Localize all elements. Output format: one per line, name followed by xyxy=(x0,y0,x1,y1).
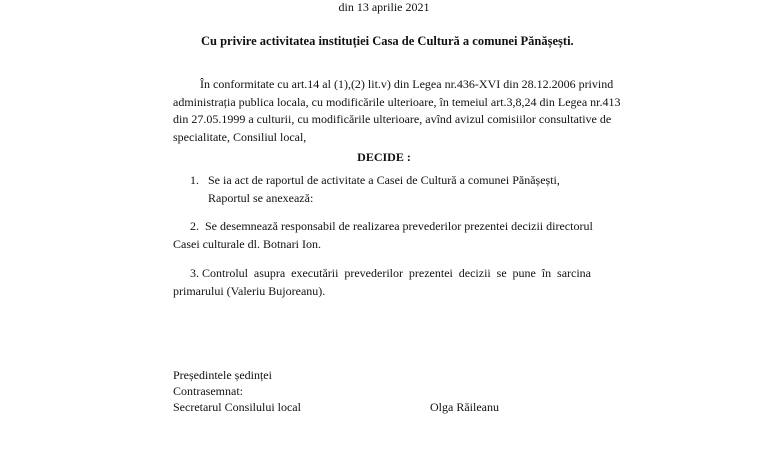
preamble-line: din 27.05.1999 a culturii, cu modificările ulterioare, avînd avizul comisiilor consultative de xyxy=(173,112,612,127)
preamble-paragraph xyxy=(173,76,621,146)
decision-item-line: Se ia act de raportul de activitate a Casei de Cultură a comunei Pănășești, xyxy=(208,173,560,187)
secretary-name: Olga Răileanu xyxy=(430,400,499,414)
decision-item-1 xyxy=(208,172,560,207)
decision-item-line: Casei culturale dl. Botnari Ion. xyxy=(173,236,321,251)
decision-item-3 xyxy=(173,265,591,300)
preamble-line: administrația publica locala, cu modificările ulterioare, în temeiul art.3,8,24 din Legea nr.413 xyxy=(173,94,621,109)
preamble-line: În conformitate cu art.14 al (1),(2) lit.v) din Legea nr.436-XVI din 28.12.2006 privind xyxy=(200,77,614,91)
decide-heading: DECIDE : xyxy=(357,150,411,164)
decision-item-line: Raportul se anexează: xyxy=(208,190,314,205)
decision-item-line: Se desemnează responsabil de realizarea prevederilor prezentei decizii directorul xyxy=(205,219,593,233)
document-subject: Cu privire activitatea instituției Casa de Cultură a comunei Pănășești. xyxy=(201,34,574,48)
decision-item-line: primarului (Valeriu Bujoreanu). xyxy=(173,283,326,298)
decision-item-line: Controlul asupra executării prevederilor prezentei decizii se pune în sarcina xyxy=(202,266,591,280)
preamble-line: specialitate, Consiliul local, xyxy=(173,129,307,144)
countersigned-label: Contrasemnat: xyxy=(173,384,243,398)
decision-item-3-number: 3. xyxy=(190,266,199,280)
document-date: din 13 aprilie 2021 xyxy=(338,0,430,14)
secretary-label: Secretarul Consilului local xyxy=(173,400,301,414)
decision-item-2 xyxy=(173,218,593,253)
decision-item-2-number: 2. xyxy=(190,219,199,233)
decision-item-1-number: 1. xyxy=(190,173,199,187)
chair-label: Președintele ședinței xyxy=(173,368,272,382)
